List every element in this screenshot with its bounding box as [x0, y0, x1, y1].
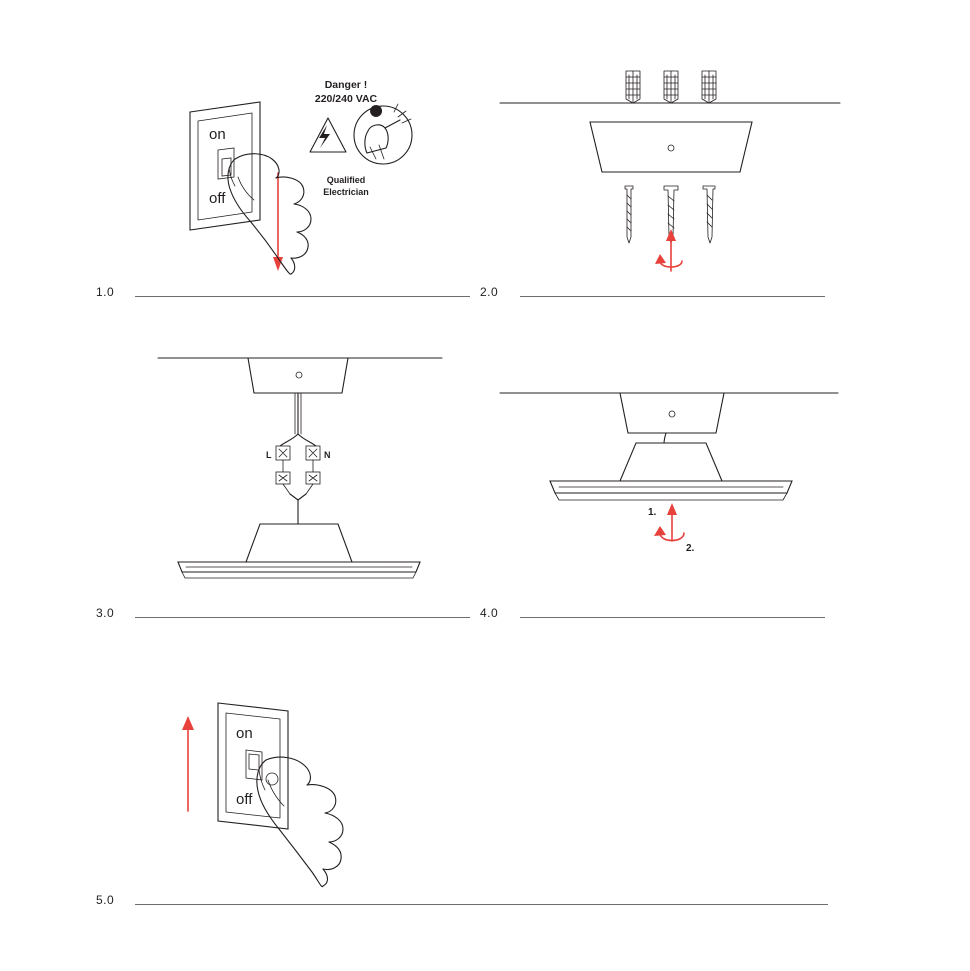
wall-plug-2	[664, 71, 678, 103]
step-5-label: 5.0	[96, 893, 115, 907]
step-1-rule	[135, 296, 470, 297]
arrow-down-icon	[273, 173, 283, 271]
step-4-label: 4.0	[480, 606, 499, 620]
terminal-block	[266, 446, 331, 524]
arrow-up-icon	[182, 716, 194, 811]
step-4-rule	[520, 617, 825, 618]
light-fixture	[178, 524, 420, 578]
step-3	[0, 318, 460, 618]
step-5-rule	[135, 904, 828, 905]
step-4	[470, 318, 970, 618]
wall-plug-1	[626, 71, 640, 103]
step-1-label: 1.0	[96, 285, 115, 299]
qualified-label-line2: Electrician	[323, 187, 369, 197]
wall-switch-plate	[218, 703, 288, 829]
high-voltage-triangle-icon	[310, 118, 346, 152]
danger-title: Danger !	[324, 79, 368, 91]
step-5-figure	[160, 666, 460, 906]
mounting-bracket	[590, 122, 752, 172]
warning-block	[310, 79, 412, 197]
terminal-neutral-label: N	[324, 450, 331, 460]
mounting-bracket	[620, 393, 724, 433]
arrow-up-rotate-icon	[654, 503, 684, 541]
wall-switch-plate	[190, 102, 260, 230]
qualified-electrician-icon	[354, 104, 412, 164]
step-2-label: 2.0	[480, 285, 499, 299]
switch-on-label: on	[236, 725, 253, 742]
wall-plug-3	[702, 71, 716, 103]
arrow-up-rotate-icon	[655, 229, 682, 271]
step-3-label: 3.0	[96, 606, 115, 620]
step-1	[0, 0, 460, 300]
step-2-rule	[520, 296, 825, 297]
qualified-label-line1: Qualified	[326, 175, 366, 185]
step-2	[470, 0, 970, 300]
switch-off-label: off	[209, 190, 226, 207]
step-3-figure	[130, 330, 450, 580]
screw-3	[703, 186, 715, 243]
screw-1	[625, 186, 633, 243]
step-2-figure	[490, 55, 850, 285]
switch-on-label: on	[209, 126, 226, 143]
mounting-bracket	[248, 358, 348, 393]
danger-voltage: 220/240 VAC	[314, 93, 378, 105]
marker-2-label: 2.	[686, 543, 695, 554]
step-4-figure	[490, 363, 850, 593]
step-3-rule	[135, 617, 470, 618]
switch-off-label: off	[236, 791, 253, 808]
step-1-figure	[130, 55, 430, 285]
supply-wires	[280, 393, 316, 446]
step-5	[0, 638, 500, 968]
light-fixture	[550, 443, 792, 500]
marker-1-label: 1.	[648, 507, 657, 518]
terminal-live-label: L	[266, 450, 272, 460]
